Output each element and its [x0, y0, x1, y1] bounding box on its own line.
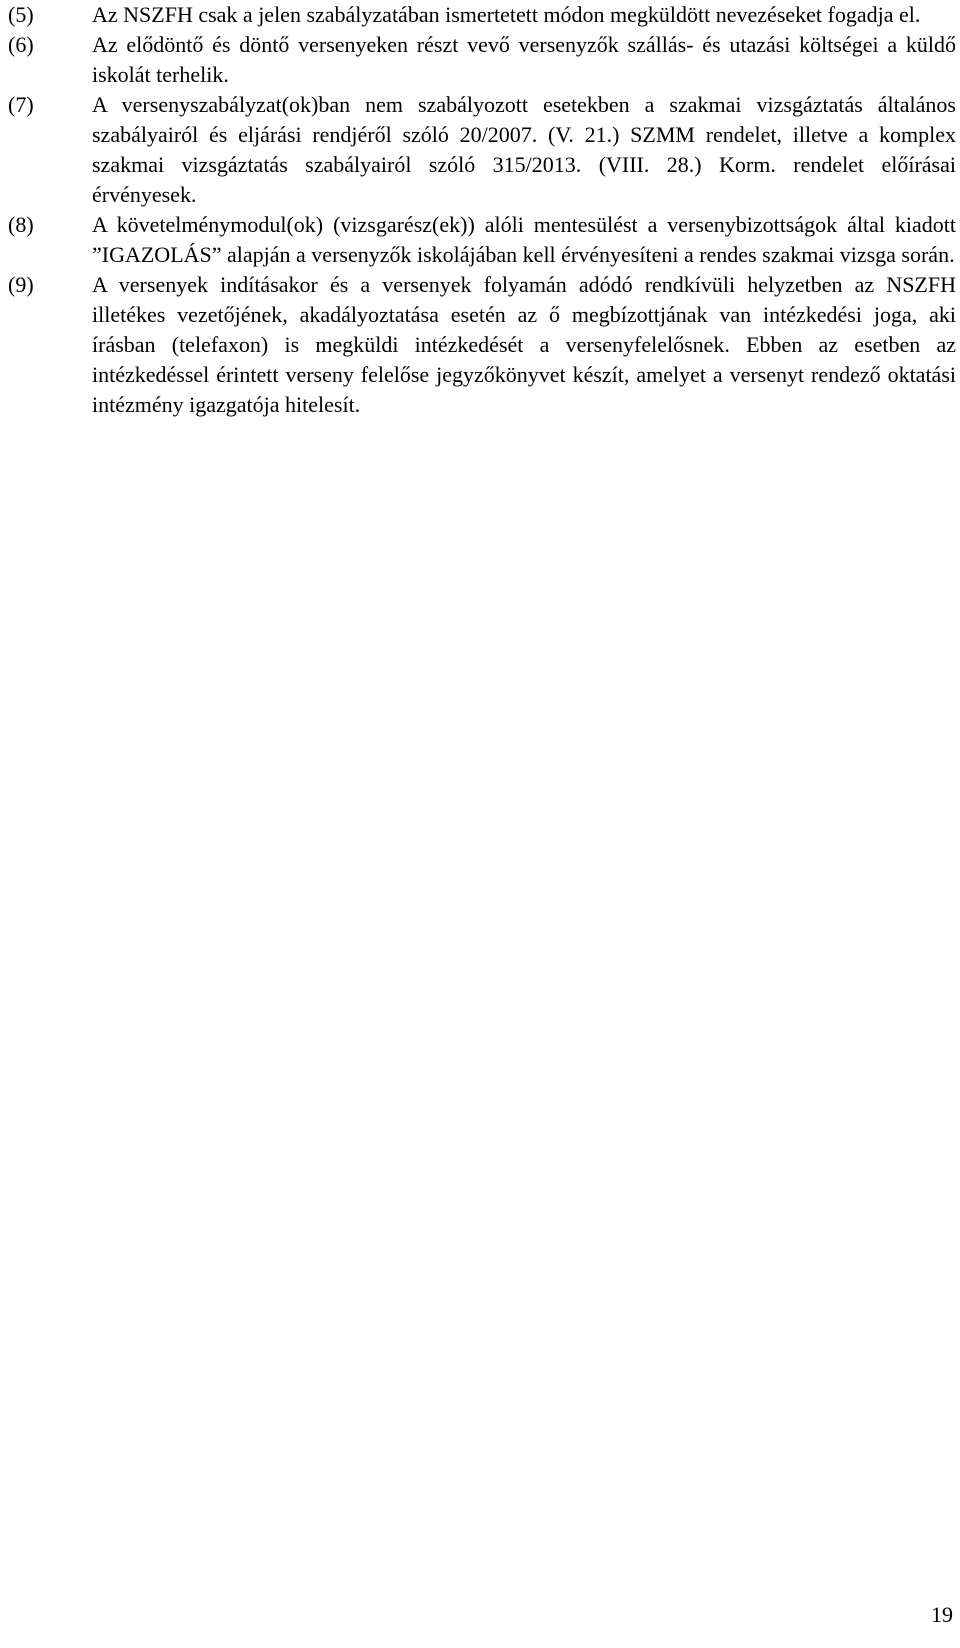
paragraph-text: Az NSZFH csak a jelen szabályzatában ismertetett módon megküldött nevezéseket fogadja el. — [92, 2, 921, 27]
paragraph-9 — [8, 270, 956, 420]
paragraph-8 — [8, 210, 956, 270]
paragraph-number: (5) — [8, 2, 34, 27]
paragraph-text: A versenyszabályzat(ok)ban nem szabályozott esetekben a szakmai vizsgáztatás általános szabályairól és eljárási rendjéről szóló 20/2007. (V. 21.) SZMM rendelet, illetve a komplex szakmai vizsgáztatás szabályairól szóló 315/2013. (VIII. 28.) Korm. rendelet előírásai érvényesek. — [92, 92, 956, 207]
paragraph-6 — [8, 30, 956, 90]
document-body — [8, 0, 956, 420]
paragraph-text: A követelménymodul(ok) (vizsgarész(ek)) alóli mentesülést a versenybizottságok által kiadott ”IGAZOLÁS” alapján a versenyzők iskolájában kell érvényesíteni a rendes szakmai vizsga során. — [92, 212, 956, 267]
paragraph-number: (9) — [8, 272, 34, 297]
paragraph-number: (8) — [8, 212, 34, 237]
paragraph-number: (7) — [8, 92, 34, 117]
paragraph-text: A versenyek indításakor és a versenyek folyamán adódó rendkívüli helyzetben az NSZFH illetékes vezetőjének, akadályoztatása esetén az ő megbízottjának van intézkedési joga, aki írásban (telefaxon) is megküldi intézkedését a versenyfelelősnek. Ebben az esetben az intézkedéssel érintett verseny felelőse jegyzőkönyvet készít, amelyet a versenyt rendező oktatási intézmény igazgatója hitelesít. — [92, 272, 956, 417]
paragraph-5 — [8, 0, 956, 30]
paragraph-7 — [8, 90, 956, 210]
paragraph-number: (6) — [8, 32, 34, 57]
paragraph-text: Az elődöntő és döntő versenyeken részt vevő versenyzők szállás- és utazási költségei a küldő iskolát terhelik. — [92, 32, 956, 87]
page-number: 19 — [931, 1602, 953, 1627]
